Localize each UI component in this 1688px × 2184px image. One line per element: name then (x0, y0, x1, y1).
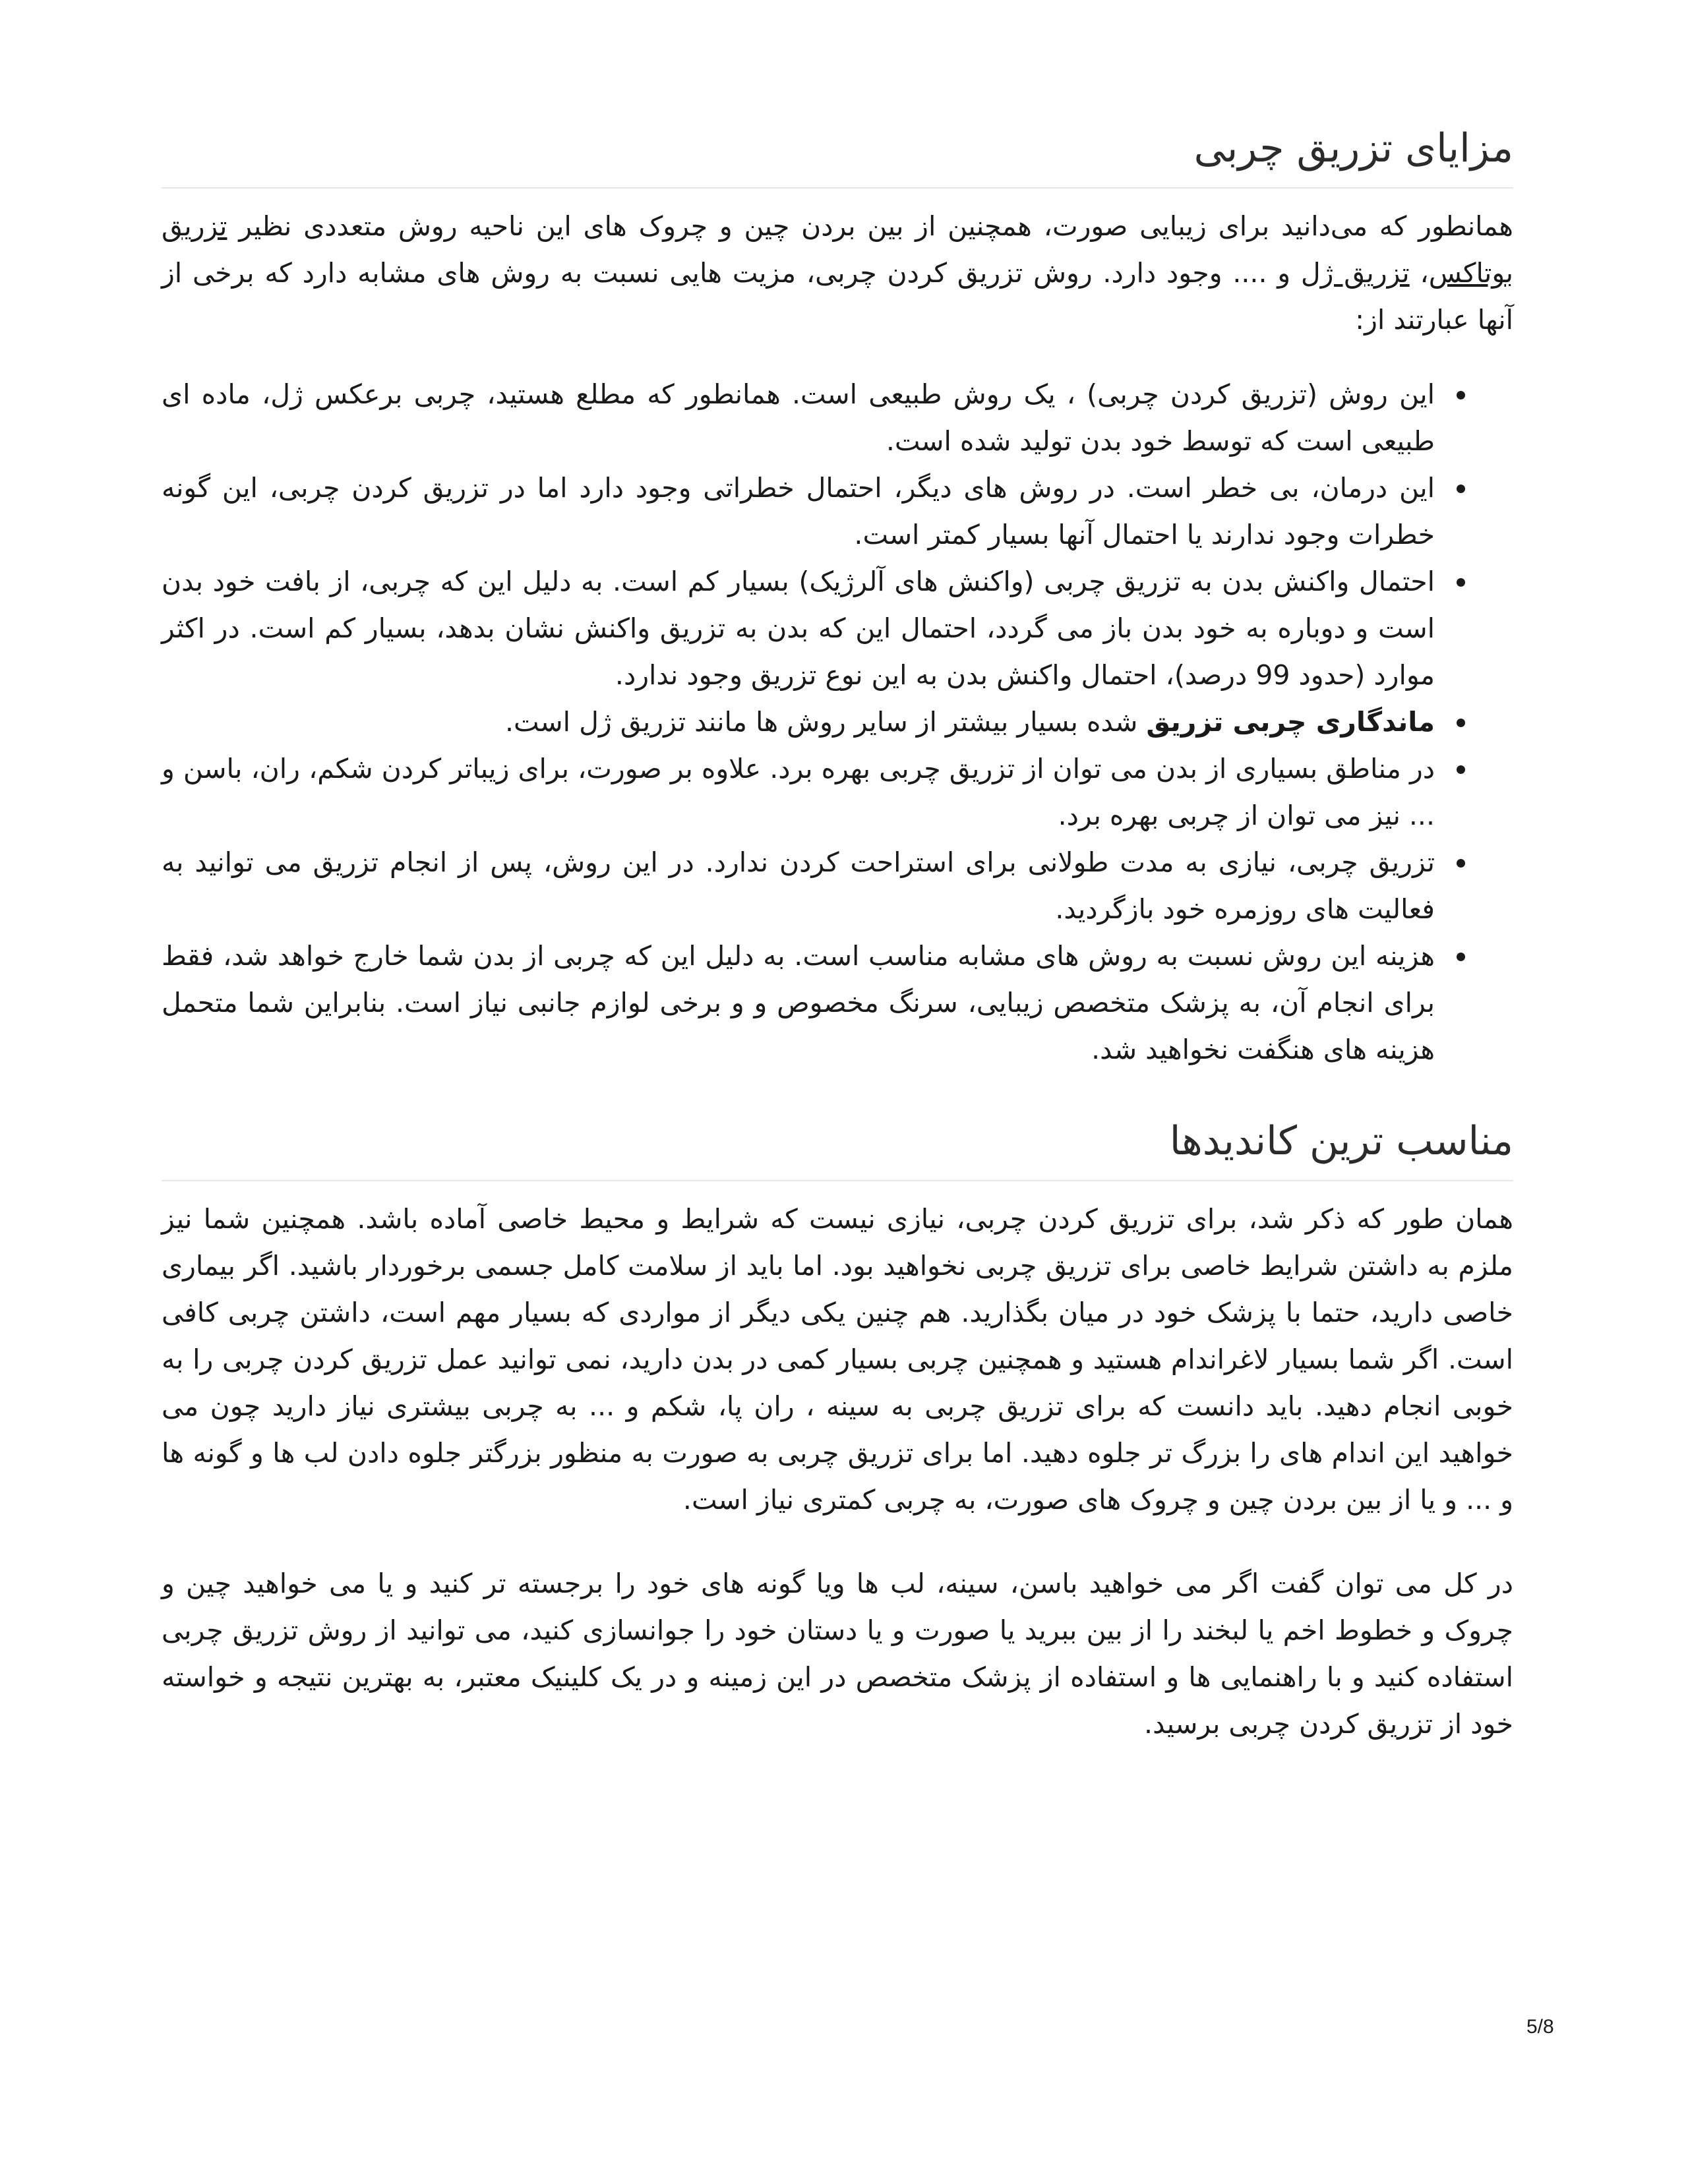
botox-link[interactable]: تزریق بوتاکس (162, 210, 1514, 289)
durability-text: شده بسیار بیشتر از سایر روش ها مانند تزریق ژل است. (505, 706, 1147, 738)
list-item: • تزریق چربی، نیازی به مدت طولانی برای استراحت کردن ندارد. در این روش، پس از انجام تزریق می توانید به فعالیت های روزمره خود بازگردید. (162, 839, 1444, 933)
gel-link[interactable]: تزریق ژل (1300, 257, 1410, 289)
section-heading-benefits: مزایای تزریق چربی (162, 119, 1513, 189)
document-page (162, 119, 1513, 1748)
list-item: • این روش (تزریق کردن چربی) ، یک روش طبیعی است. همانطور که مطلع هستید، چربی برعکس ژل، ماده ای طبیعی است که توسط خود بدن تولید شده است. (162, 371, 1444, 465)
durability-bold-text: ماندگاری چربی تزریق (1146, 706, 1435, 738)
candidates-paragraph-2: در کل می توان گفت اگر می خواهید باسن، سینه، لب ها ویا گونه های خود را برجسته تر کنید و یا می خواهید چین و چروک و خطوط اخم یا لبخند را از بین ببرید یا صورت و یا دستان خود را جوانسازی کنید، می توانید از روش تزریق چربی استفاده کنید و با راهنمایی ها و استفاده از پزشک متخصص در این زمینه و در یک کلینیک معتبر، به بهترین نتیجه و خواسته خود از تزریق کردن چربی برسید. (162, 1568, 1513, 1740)
benefits-list (162, 371, 1513, 1073)
intro-separator: ، (1409, 257, 1429, 289)
list-item: • احتمال واکنش بدن به تزریق چربی (واکنش های آلرژیک) بسیار کم است. به دلیل این که چربی، از بافت خود بدن است و دوباره به خود بدن باز می گردد، احتمال این که بدن به تزریق واکنش نشان بدهد، بسیار کم است. در اکثر موارد (حدود 99 درصد)، احتمال واکنش بدن به این نوع تزریق وجود ندارد. (162, 558, 1444, 699)
section-heading-candidates: مناسب ترین کاندیدها (162, 1111, 1513, 1181)
intro-text-2: و .... وجود دارد. روش تزریق کردن چربی، مزیت هایی نسبت به روش های مشابه دارد که برخی از آنها عبارتند از: (162, 257, 1513, 336)
intro-text-1: همانطور که می‌دانید برای زیبایی صورت، همچنین از بین بردن چین و چروک های این ناحیه روش متعددی نظیر (227, 210, 1513, 242)
list-item: • این درمان، بی خطر است. در روش های دیگر، احتمال خطراتی وجود دارد اما در تزریق کردن چربی، این گونه خطرات وجود ندارند یا احتمال آنها بسیار کمتر است. (162, 465, 1444, 558)
candidates-paragraph-1: همان طور که ذکر شد، برای تزریق کردن چربی، نیازی نیست که شرایط و محیط خاصی آماده باشد. همچنین شما نیز ملزم به داشتن شرایط خاصی برای تزریق چربی نخواهید بود. اما باید از سلامت کامل جسمی برخوردار باشید. اگر بیماری خاصی دارید، حتما با پزشک خود در میان بگذارید. هم چنین یکی دیگر از مواردی که بسیار مهم است، داشتن چربی کافی است. اگر شما بسیار لاغراندام هستید و همچنین چربی بسیار کمی در بدن دارید، نمی توانید عمل تزریق کردن چربی را به خوبی انجام دهید. باید دانست که برای تزریق چربی به سینه ، ران پا، شکم و ... به چربی بیشتری نیاز دارید چون می خواهید این اندام های را بزرگ تر جلوه دهید. اما برای تزریق چربی به صورت به منظور بزرگتر جلوه دادن لب ها و گونه ها و ... و یا از بین بردن چین و چروک های صورت، به چربی کمتری نیاز است. (162, 1203, 1513, 1516)
page-number: 5/8 (1526, 2016, 1554, 2038)
list-item-durability (162, 699, 1444, 746)
list-item: • در مناطق بسیاری از بدن می توان از تزریق چربی بهره برد. علاوه بر صورت، برای زیباتر کردن شکم، ران، باسن و ... نیز می توان از چربی بهره برد. (162, 746, 1444, 839)
list-item: • هزینه این روش نسبت به روش های مشابه مناسب است. به دلیل این که چربی از بدن شما خارج خواهد شد، فقط برای انجام آن، به پزشک متخصص زیبایی، سرنگ مخصوص و و برخی لوازم جانبی نیاز است. بنابراین شما متحمل هزینه های هنگفت نخواهید شد. (162, 933, 1444, 1073)
intro-paragraph (162, 203, 1513, 343)
